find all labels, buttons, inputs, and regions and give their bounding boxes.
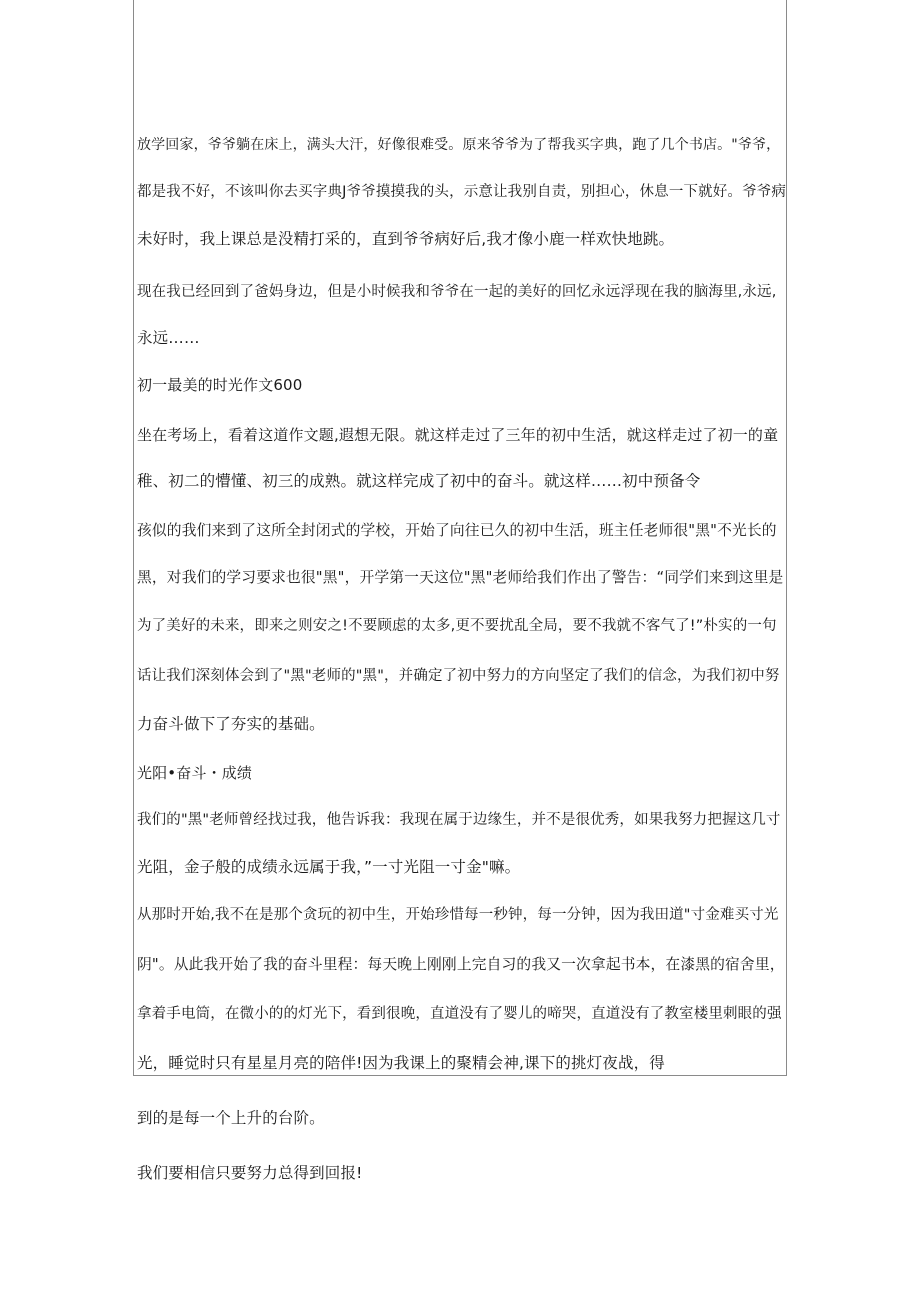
section-heading: 光阳•奋斗・成绩 — [137, 764, 253, 782]
paragraph-line-outside: 我们要相信只要努力总得到回报! — [137, 1164, 363, 1182]
paragraph-line: 坐在考场上，看着这道作文题,遐想无限。就这样走过了三年的初中生活，就这样走过了初一的童 — [137, 426, 779, 444]
paragraph-line: 拿着手电筒，在微小的的灯光下，看到很晚，直道没有了婴儿的啼哭，直道没有了教室楼里刺眼的强 — [137, 1006, 782, 1022]
paragraph-line: 都是我不好，不该叫你去买字典J爷爷摸摸我的头，示意让我别自责，别担心，休息一下就好。爷爷病 — [137, 184, 787, 200]
paragraph-line: 为了美好的未来，即来之则安之!不要顾虑的太多,更不要扰乱全局，要不我就不客气了!”朴实的一句 — [137, 618, 777, 634]
paragraph-line: 稚、初二的懵懂、初三的成熟。就这样完成了初中的奋斗。就这样……初中预备令 — [137, 472, 701, 490]
paragraph-line: 永远…… — [137, 329, 200, 347]
paragraph-line: 未好时，我上课总是没精打采的，直到爷爷病好后,我才像小鹿一样欢快地跳。 — [137, 230, 675, 248]
paragraph-line: 孩似的我们来到了这所全封闭式的学校，开始了向往已久的初中生活，班主任老师很"黑"不光长的 — [137, 522, 777, 539]
paragraph-line: 现在我已经回到了爸妈身边，但是小时候我和爷爷在一起的美好的回忆永远浮现在我的脑海里,永远, — [137, 284, 777, 300]
paragraph-line: 黑，对我们的学习要求也很"黑"，开学第一天这位"黑"老师给我们作出了警告：“同学们来到这里是 — [137, 569, 784, 586]
paragraph-line: 力奋斗做下了夯实的基础。 — [137, 715, 325, 733]
paragraph-line: 我们的"黑"老师曾经找过我，他告诉我：我现在属于边缘生，并不是很优秀，如果我努力把握这几寸 — [137, 812, 781, 828]
paragraph-line: 放学回家，爷爷躺在床上，满头大汗，好像很难受。原来爷爷为了帮我买字典，跑了几个书店。"爷爷， — [137, 137, 781, 153]
section-heading: 初一最美的时光作文600 — [137, 376, 303, 394]
paragraph-line: 话让我们深刻体会到了"黑"老师的"黑"，并确定了初中努力的方向坚定了我们的信念，为我们初中努 — [137, 668, 780, 684]
paragraph-line: 从那时开始,我不在是那个贪玩的初中生，开始珍惜每一秒钟，每一分钟，因为我田道"寸金难买寸光 — [137, 907, 779, 923]
paragraph-line: 光阻，金子般的成绩永远属于我，”一寸光阻一寸金"嘛。 — [137, 858, 521, 876]
paragraph-line: 光，睡觉时只有星星月亮的陪伴!因为我课上的聚精会神,课下的挑灯夜战，得 — [137, 1054, 665, 1072]
paragraph-line: 阴"。从此我开始了我的奋斗里程：每天晚上刚刚上完自习的我又一次拿起书本，在漆黑的宿舍里， — [137, 956, 785, 973]
paragraph-line-outside: 到的是每一个上升的台阶。 — [137, 1109, 325, 1127]
